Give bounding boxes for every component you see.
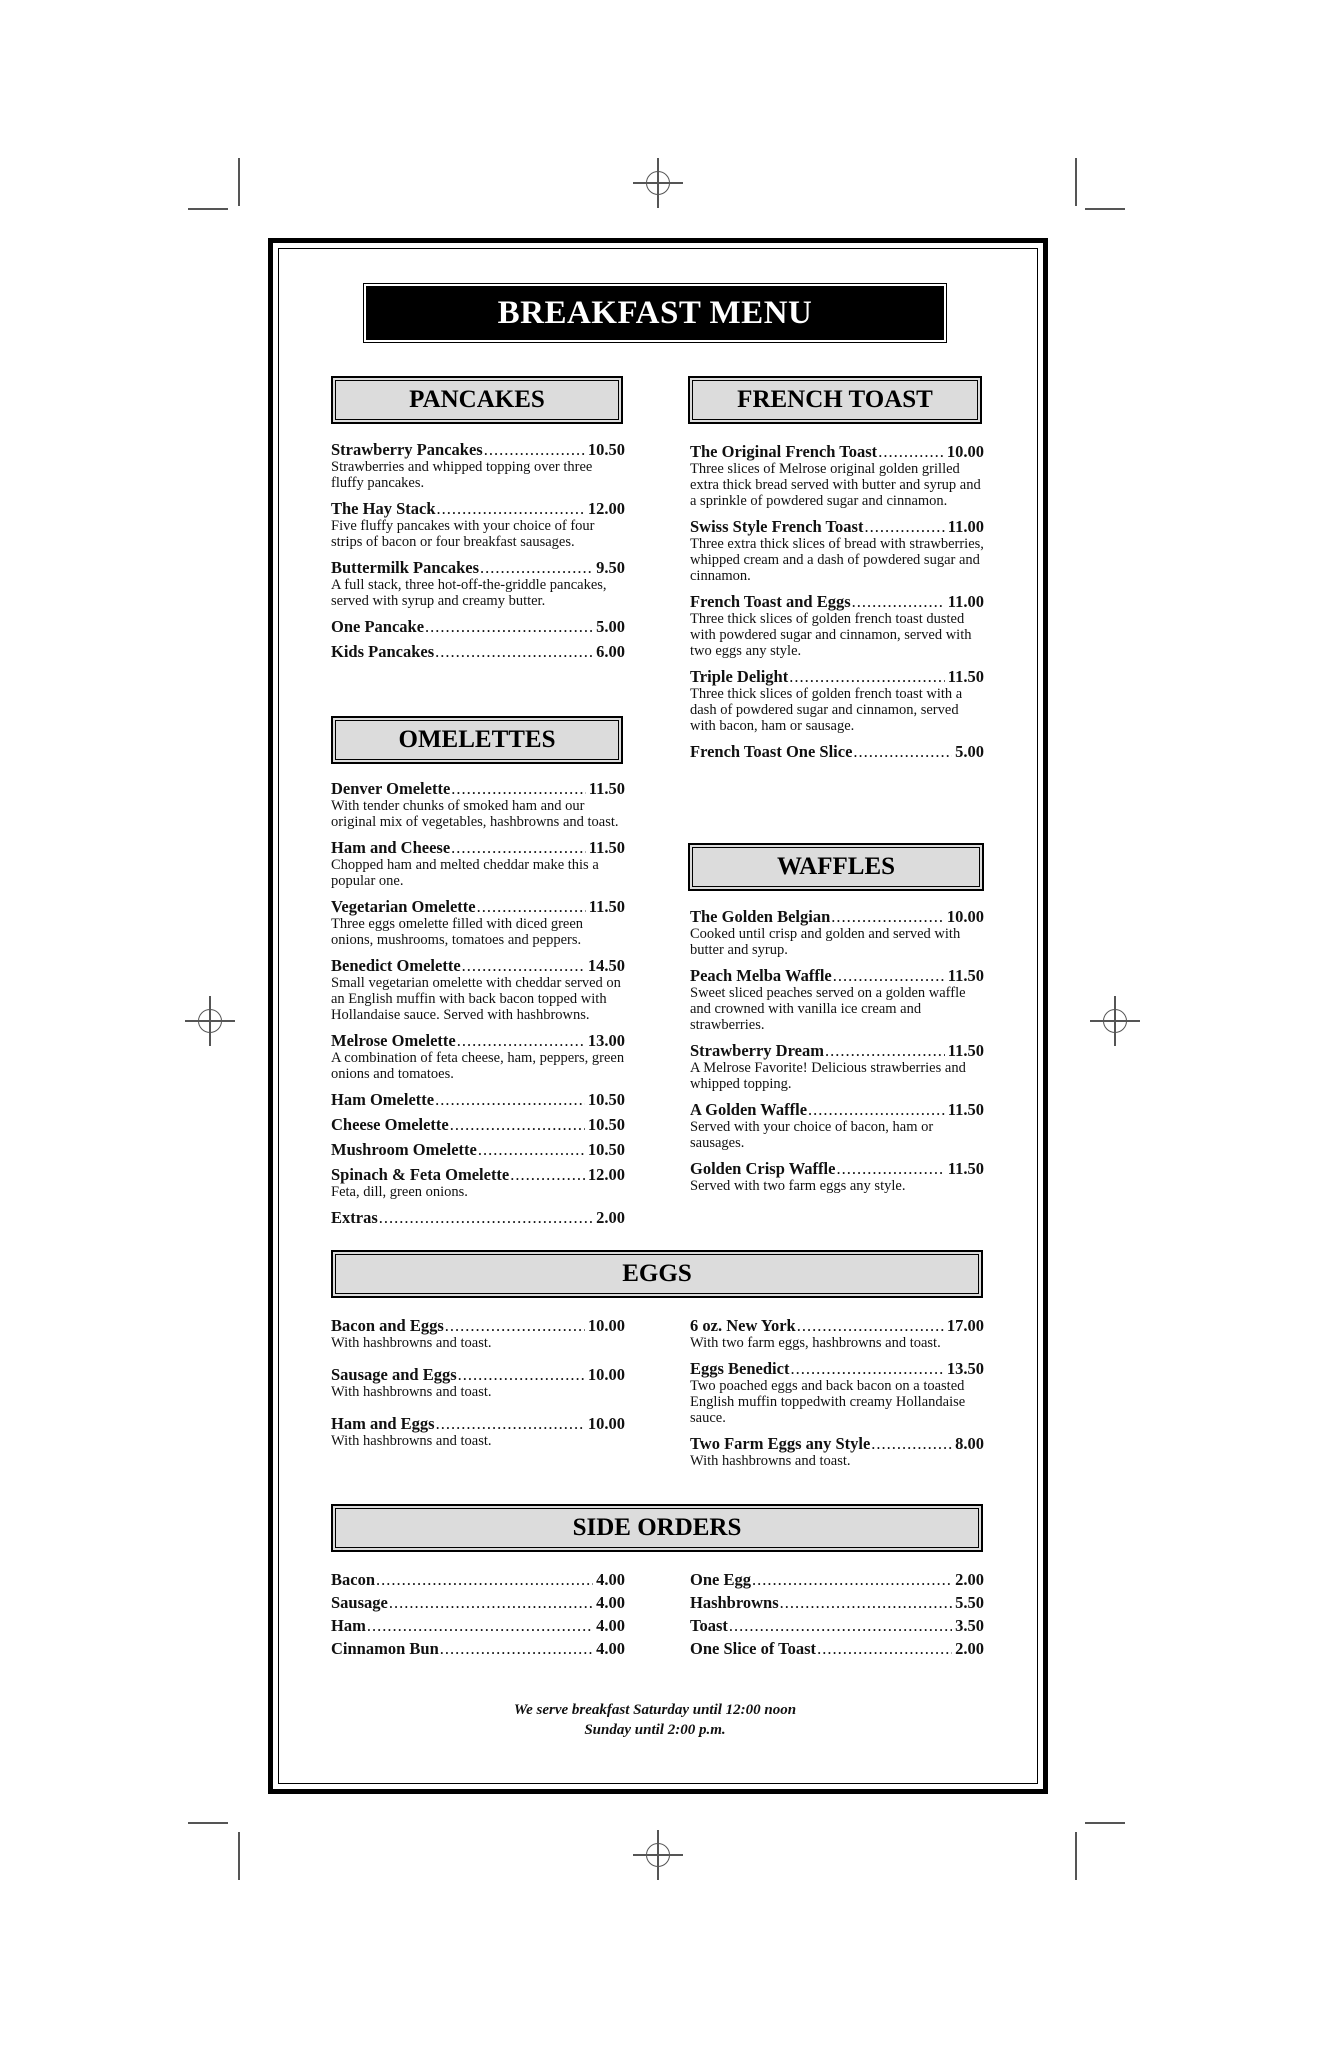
pancakes-list [331, 440, 625, 667]
menu-item-line [690, 1100, 984, 1119]
french-toast-list [690, 442, 984, 767]
menu-item-description: Three slices of Melrose original golden grilled extra thick bread served with butter and syrup and a sprinkle of powdered sugar and cinnamon. [690, 461, 981, 509]
menu-item-line [690, 1041, 984, 1060]
menu-item-description: With hashbrowns and toast. [331, 1433, 492, 1449]
omelettes-list [331, 779, 625, 1233]
menu-item-price: 12.00 [587, 1165, 625, 1184]
menu-item [690, 442, 984, 509]
menu-item-name: Sausage [331, 1593, 388, 1612]
omelettes-heading-text: OMELETTES [398, 726, 556, 753]
menu-item-name: Melrose Omelette [331, 1031, 456, 1050]
menu-item-price: 10.50 [587, 1090, 625, 1109]
menu-item-name: Mushroom Omelette [331, 1140, 477, 1159]
menu-item [331, 838, 625, 889]
crop-mark [1085, 208, 1125, 210]
menu-item [331, 1616, 625, 1635]
menu-item-name: Spinach & Feta Omelette [331, 1165, 510, 1184]
dot-leader [425, 617, 593, 636]
menu-item-price: 10.00 [587, 1414, 625, 1433]
menu-item-price: 11.50 [588, 838, 625, 857]
hours-note-line-1: We serve breakfast Saturday until 12:00 noon [513, 1702, 797, 1718]
menu-item-name: Strawberry Pancakes [331, 440, 483, 459]
menu-item-name: Ham Omelette [331, 1090, 435, 1109]
menu-item-description: A combination of feta cheese, ham, peppers, green onions and tomatoes. [331, 1050, 625, 1082]
menu-item-price: 2.00 [955, 1570, 984, 1589]
menu-item-line [331, 1208, 625, 1227]
dot-leader [878, 442, 944, 461]
menu-item [690, 1639, 984, 1658]
eggs-heading-text: EGGS [622, 1260, 692, 1287]
menu-item [690, 1570, 984, 1589]
menu-item [331, 1414, 625, 1449]
menu-item-price: 11.00 [947, 517, 984, 536]
menu-item-price: 2.00 [596, 1208, 625, 1227]
dot-leader [853, 742, 952, 761]
menu-item-line [690, 1639, 984, 1658]
menu-item-description: Feta, dill, green onions. [331, 1184, 468, 1200]
menu-item-description: Strawberries and whipped topping over three fluffy pancakes. [331, 459, 593, 491]
menu-item-line [690, 1159, 984, 1178]
menu-item-description: Five fluffy pancakes with your choice of four strips of bacon or four breakfast sausages. [331, 518, 595, 550]
waffles-list [690, 907, 984, 1202]
menu-item [690, 1041, 984, 1092]
menu-item-name: Extras [331, 1208, 378, 1227]
dot-leader [752, 1570, 952, 1589]
menu-item-line [331, 1639, 625, 1658]
dot-leader [376, 1570, 593, 1589]
menu-item [690, 966, 984, 1033]
menu-item [331, 779, 625, 830]
dot-leader [480, 558, 593, 577]
hours-note-line-2: Sunday until 2:00 p.m. [584, 1722, 726, 1738]
menu-item-name: Golden Crisp Waffle [690, 1159, 836, 1178]
menu-item-description: With hashbrowns and toast. [690, 1453, 851, 1469]
menu-item-line [331, 440, 625, 459]
menu-item-name: The Original French Toast [690, 442, 878, 461]
registration-mark-right [1090, 996, 1140, 1046]
menu-item-description: A full stack, three hot-off-the-griddle pancakes, served with syrup and creamy butter. [331, 577, 607, 609]
menu-item-price: 4.00 [596, 1593, 625, 1612]
menu-item-line [690, 1616, 984, 1635]
menu-item [331, 558, 625, 609]
menu-item-line [331, 642, 625, 661]
menu-item [331, 1031, 625, 1082]
dot-leader [789, 667, 945, 686]
menu-item-line [331, 1140, 625, 1159]
menu-item [690, 1100, 984, 1151]
crop-mark [188, 1822, 228, 1824]
menu-item-description: A Melrose Favorite! Delicious strawberries and whipped topping. [690, 1060, 966, 1092]
side-orders-right-list [690, 1570, 984, 1662]
menu-item-line [331, 1165, 625, 1184]
french-toast-heading-text: FRENCH TOAST [737, 386, 933, 413]
menu-item-name: Bacon and Eggs [331, 1316, 444, 1335]
menu-item-description: Sweet sliced peaches served on a golden waffle and crowned with vanilla ice cream and strawberries. [690, 985, 966, 1033]
pancakes-heading-text: PANCAKES [409, 386, 545, 413]
menu-item-price: 11.50 [947, 667, 984, 686]
menu-item-name: The Hay Stack [331, 499, 436, 518]
dot-leader [864, 517, 944, 536]
menu-item [331, 1365, 625, 1400]
menu-item-line [331, 897, 625, 916]
omelettes-heading [331, 716, 623, 764]
menu-item-price: 13.00 [587, 1031, 625, 1050]
hours-note [366, 1700, 944, 1740]
menu-item-price: 10.00 [587, 1316, 625, 1335]
crop-mark [1075, 1832, 1077, 1880]
menu-item-line [690, 517, 984, 536]
registration-mark-bottom [633, 1830, 683, 1880]
menu-item-name: Sausage and Eggs [331, 1365, 457, 1384]
menu-item-price: 5.50 [955, 1593, 984, 1612]
menu-item-name: Buttermilk Pancakes [331, 558, 480, 577]
dot-leader [436, 1414, 585, 1433]
menu-item-name: Cinnamon Bun [331, 1639, 439, 1658]
menu-item [331, 1316, 625, 1351]
menu-item-name: Two Farm Eggs any Style [690, 1434, 871, 1453]
menu-item-name: Bacon [331, 1570, 376, 1589]
dot-leader [833, 966, 945, 985]
menu-item-name: Triple Delight [690, 667, 789, 686]
menu-item-price: 17.00 [946, 1316, 984, 1335]
dot-leader [780, 1593, 952, 1612]
menu-item-line [690, 667, 984, 686]
eggs-left-list [331, 1316, 625, 1463]
menu-item-line [690, 742, 984, 761]
menu-title-banner [366, 286, 944, 340]
menu-item-line [331, 617, 625, 636]
menu-item-price: 12.00 [587, 499, 625, 518]
menu-item-name: Eggs Benedict [690, 1359, 790, 1378]
menu-item-line [331, 1593, 625, 1612]
menu-item-line [690, 1316, 984, 1335]
menu-item-price: 10.50 [587, 1140, 625, 1159]
menu-item-description: With tender chunks of smoked ham and our original mix of vegetables, hashbrowns and toast. [331, 798, 619, 830]
menu-item [690, 517, 984, 584]
menu-item-line [690, 907, 984, 926]
menu-item-price: 11.50 [947, 966, 984, 985]
dot-leader [440, 1639, 593, 1658]
waffles-heading-text: WAFFLES [776, 853, 896, 880]
menu-item-price: 6.00 [596, 642, 625, 661]
menu-item-line [690, 442, 984, 461]
crop-mark [1075, 158, 1077, 206]
menu-item-name: The Golden Belgian [690, 907, 831, 926]
menu-item [331, 642, 625, 661]
menu-item-description: Small vegetarian omelette with cheddar served on an English muffin with back bacon topped with Hollandaise sauce. Served with hashbrowns. [331, 975, 621, 1023]
menu-item [331, 1639, 625, 1658]
menu-item [690, 592, 984, 659]
menu-item-price: 10.50 [587, 1115, 625, 1134]
pancakes-heading [331, 376, 623, 424]
menu-item-price: 4.00 [596, 1639, 625, 1658]
dot-leader [457, 1031, 585, 1050]
menu-item-line [331, 1316, 625, 1335]
dot-leader [379, 1208, 593, 1227]
menu-item-name: Ham [331, 1616, 366, 1635]
menu-item-line [331, 1414, 625, 1433]
menu-item [331, 1593, 625, 1612]
menu-item-price: 11.50 [588, 779, 625, 798]
dot-leader [484, 440, 585, 459]
menu-item [331, 1165, 625, 1200]
menu-item-name: One Slice of Toast [690, 1639, 817, 1658]
menu-item-price: 10.00 [946, 907, 984, 926]
menu-item-price: 5.00 [596, 617, 625, 636]
menu-item-line [690, 1593, 984, 1612]
menu-item-line [690, 966, 984, 985]
menu-item-line [331, 1090, 625, 1109]
menu-item-line [331, 1365, 625, 1384]
menu-item-price: 11.00 [947, 592, 984, 611]
menu-item-name: Kids Pancakes [331, 642, 435, 661]
menu-item-price: 4.00 [596, 1570, 625, 1589]
menu-item-price: 11.50 [947, 1041, 984, 1060]
dot-leader [831, 907, 944, 926]
dot-leader [462, 956, 585, 975]
dot-leader [808, 1100, 945, 1119]
menu-item-description: Chopped ham and melted cheddar make this a popular one. [331, 857, 599, 889]
menu-item-price: 11.50 [947, 1100, 984, 1119]
menu-item-price: 13.50 [946, 1359, 984, 1378]
menu-item-line [690, 1570, 984, 1589]
menu-item-description: Three thick slices of golden french toast with a dash of powdered sugar and cinnamon, served with bacon, ham or sausage. [690, 686, 963, 734]
menu-item-name: Peach Melba Waffle [690, 966, 832, 985]
menu-item-line [331, 779, 625, 798]
menu-item [331, 440, 625, 491]
french-toast-heading [688, 376, 982, 424]
menu-item-price: 10.00 [587, 1365, 625, 1384]
menu-item [331, 1570, 625, 1589]
menu-item-price: 4.00 [596, 1616, 625, 1635]
menu-item-price: 10.00 [946, 442, 984, 461]
menu-item-line [690, 592, 984, 611]
dot-leader [477, 897, 586, 916]
menu-item [690, 1159, 984, 1194]
menu-item-description: Served with your choice of bacon, ham or sausages. [690, 1119, 934, 1151]
menu-item-name: Denver Omelette [331, 779, 451, 798]
menu-item-name: Strawberry Dream [690, 1041, 824, 1060]
dot-leader [825, 1041, 945, 1060]
side-orders-heading [331, 1504, 983, 1552]
menu-item-price: 11.50 [588, 897, 625, 916]
menu-item [331, 1208, 625, 1227]
menu-item-name: French Toast and Eggs [690, 592, 851, 611]
menu-item-description: Three thick slices of golden french toast dusted with powdered sugar and cinnamon, served with two eggs any style. [690, 611, 972, 659]
menu-item-description: With two farm eggs, hashbrowns and toast. [690, 1335, 941, 1351]
crop-mark [238, 1832, 240, 1880]
dot-leader [478, 1140, 585, 1159]
dot-leader [451, 838, 586, 857]
dot-leader [451, 779, 586, 798]
menu-item-name: One Pancake [331, 617, 425, 636]
menu-item [690, 1316, 984, 1351]
waffles-heading [688, 843, 984, 891]
menu-item-line [331, 1031, 625, 1050]
dot-leader [797, 1316, 944, 1335]
dot-leader [389, 1593, 593, 1612]
menu-item-line [331, 1616, 625, 1635]
registration-mark-top [633, 158, 683, 208]
menu-item [331, 956, 625, 1023]
eggs-right-list [690, 1316, 984, 1477]
dot-leader [729, 1616, 952, 1635]
menu-item [690, 1434, 984, 1469]
dot-leader [450, 1115, 585, 1134]
menu-item-line [690, 1359, 984, 1378]
menu-item-description: With hashbrowns and toast. [331, 1384, 492, 1400]
menu-item-name: Ham and Cheese [331, 838, 451, 857]
menu-item [331, 617, 625, 636]
crop-mark [188, 208, 228, 210]
menu-item-line [331, 956, 625, 975]
menu-item-price: 5.00 [955, 742, 984, 761]
dot-leader [510, 1165, 585, 1184]
crop-mark [1085, 1822, 1125, 1824]
dot-leader [435, 1090, 585, 1109]
side-orders-heading-text: SIDE ORDERS [572, 1514, 742, 1541]
registration-mark-left [185, 996, 235, 1046]
menu-item-line [331, 558, 625, 577]
menu-item [690, 667, 984, 734]
menu-item-description: Three eggs omelette filled with diced green onions, mushrooms, tomatoes and peppers. [331, 916, 584, 948]
dot-leader [445, 1316, 585, 1335]
menu-item-description: Three extra thick slices of bread with strawberries, whipped cream and a dash of powdered sugar and cinnamon. [690, 536, 984, 584]
menu-item [331, 897, 625, 948]
menu-item-name: Toast [690, 1616, 728, 1635]
menu-item-name: Cheese Omelette [331, 1115, 449, 1134]
menu-item-name: A Golden Waffle [690, 1100, 808, 1119]
crop-mark [238, 158, 240, 206]
menu-item-line [331, 838, 625, 857]
menu-item [331, 1115, 625, 1134]
menu-item [690, 1593, 984, 1612]
menu-item-price: 11.50 [947, 1159, 984, 1178]
menu-item [331, 1140, 625, 1159]
menu-item-price: 3.50 [955, 1616, 984, 1635]
dot-leader [817, 1639, 952, 1658]
menu-item-description: With hashbrowns and toast. [331, 1335, 492, 1351]
menu-item-name: 6 oz. New York [690, 1316, 796, 1335]
menu-item-name: French Toast One Slice [690, 742, 853, 761]
menu-item-name: Vegetarian Omelette [331, 897, 476, 916]
menu-item [690, 1359, 984, 1426]
menu-item-price: 9.50 [596, 558, 625, 577]
dot-leader [458, 1365, 585, 1384]
menu-item-name: Swiss Style French Toast [690, 517, 864, 536]
menu-item-line [331, 1115, 625, 1134]
dot-leader [871, 1434, 952, 1453]
menu-item-description: Cooked until crisp and golden and served with butter and syrup. [690, 926, 961, 958]
menu-item-price: 14.50 [587, 956, 625, 975]
menu-title: BREAKFAST MENU [497, 294, 813, 331]
dot-leader [437, 499, 585, 518]
menu-item-description: Served with two farm eggs any style. [690, 1178, 906, 1194]
menu-item-line [331, 499, 625, 518]
menu-item-name: Ham and Eggs [331, 1414, 435, 1433]
dot-leader [836, 1159, 944, 1178]
menu-item-price: 2.00 [955, 1639, 984, 1658]
dot-leader [435, 642, 593, 661]
dot-leader [852, 592, 945, 611]
side-orders-left-list [331, 1570, 625, 1662]
menu-item-line [690, 1434, 984, 1453]
menu-item-name: One Egg [690, 1570, 751, 1589]
menu-item-name: Hashbrowns [690, 1593, 779, 1612]
menu-item [331, 1090, 625, 1109]
menu-item-price: 8.00 [955, 1434, 984, 1453]
dot-leader [790, 1359, 943, 1378]
menu-item [331, 499, 625, 550]
eggs-heading [331, 1250, 983, 1298]
menu-item [690, 742, 984, 761]
menu-item [690, 1616, 984, 1635]
menu-item-name: Benedict Omelette [331, 956, 461, 975]
menu-item [690, 907, 984, 958]
menu-item-price: 10.50 [587, 440, 625, 459]
menu-item-line [331, 1570, 625, 1589]
dot-leader [367, 1616, 593, 1635]
menu-item-description: Two poached eggs and back bacon on a toasted English muffin toppedwith creamy Hollandaise sauce. [690, 1378, 966, 1426]
